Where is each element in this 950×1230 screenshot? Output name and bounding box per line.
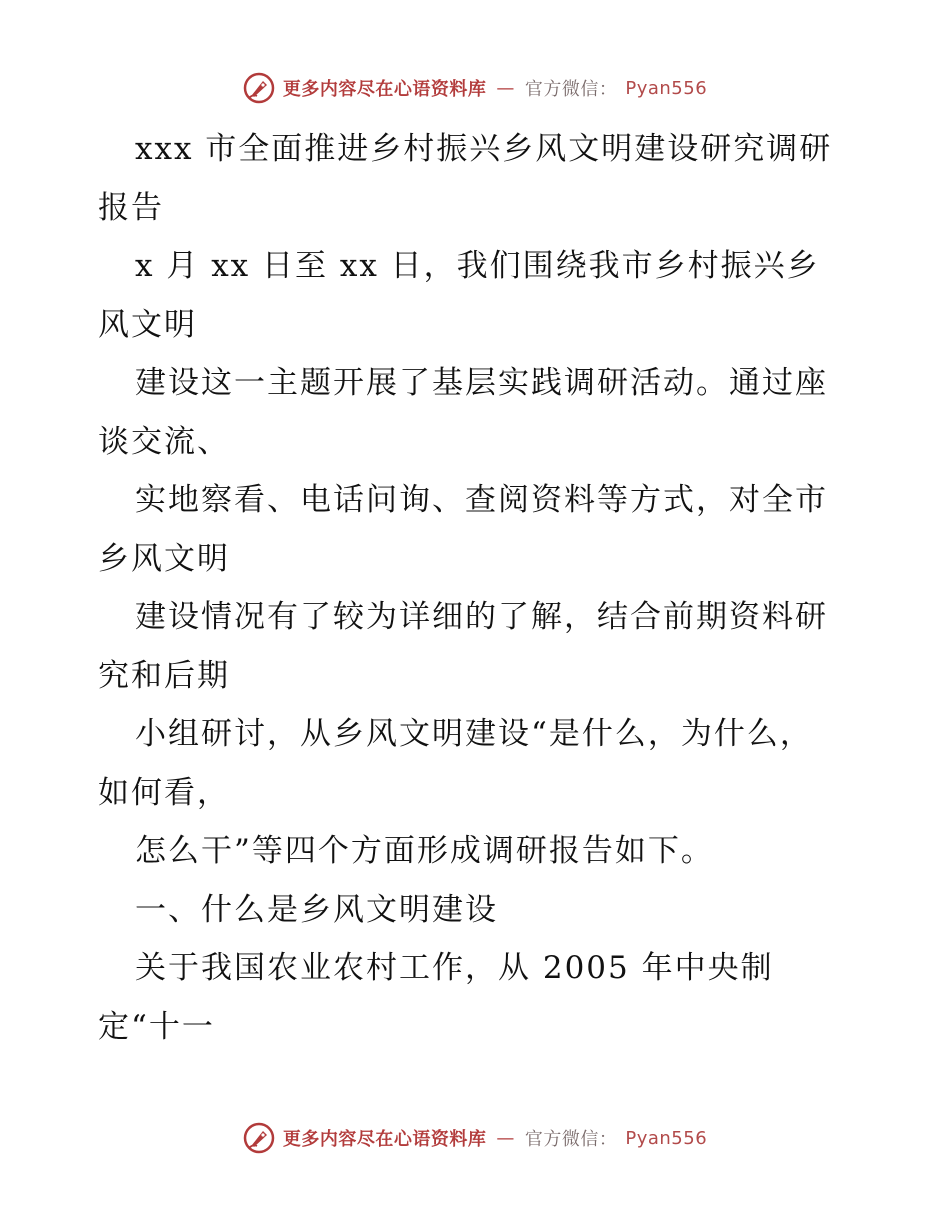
text-line: 定“十一 — [98, 1008, 215, 1045]
text-line: 怎么干”等四个方面形成调研报告如下。 — [135, 833, 714, 869]
document-body — [98, 120, 858, 1056]
pen-nib-logo-icon — [243, 72, 275, 104]
watermark-separator: — — [496, 1127, 515, 1149]
text-line: 建设这一主题开展了基层实践调研活动。通过座 — [135, 365, 828, 401]
text-line: 建设情况有了较为详细的了解，结合前期资料研 — [135, 599, 828, 635]
watermark-handle: Pyan556 — [625, 1127, 708, 1149]
text-line: x 月 xx 日至 xx 日，我们围绕我市乡村振兴乡 — [135, 248, 820, 284]
text-line: 风文明 — [98, 306, 197, 343]
text-line: 小组研讨，从乡风文明建设“是什么，为什么， — [135, 716, 813, 752]
pen-nib-logo-icon — [243, 1122, 275, 1154]
watermark-main-text: 更多内容尽在心语资料库 — [282, 79, 487, 100]
watermark-sub-label: 官方微信： — [524, 1129, 618, 1150]
watermark-sub-label: 官方微信： — [524, 79, 618, 100]
text-line: 究和后期 — [98, 657, 230, 694]
text-line: 乡风文明 — [98, 540, 230, 577]
text-line: xxx 市全面推进乡村振兴乡风文明建设研究调研 — [135, 131, 833, 167]
text-line: 关于我国农业农村工作，从 2005 年中央制 — [135, 950, 774, 986]
footer-watermark — [0, 1118, 950, 1158]
text-line: 报告 — [98, 189, 164, 226]
watermark-main-text: 更多内容尽在心语资料库 — [282, 1129, 487, 1150]
section-heading: 一、什么是乡风文明建设 — [135, 891, 498, 928]
text-line: 实地察看、电话问询、查阅资料等方式，对全市 — [135, 482, 828, 518]
text-line: 谈交流、 — [98, 423, 230, 460]
watermark-handle: Pyan556 — [625, 77, 708, 99]
watermark-separator: — — [496, 77, 515, 99]
header-watermark — [0, 68, 950, 108]
text-line: 如何看， — [98, 774, 230, 811]
